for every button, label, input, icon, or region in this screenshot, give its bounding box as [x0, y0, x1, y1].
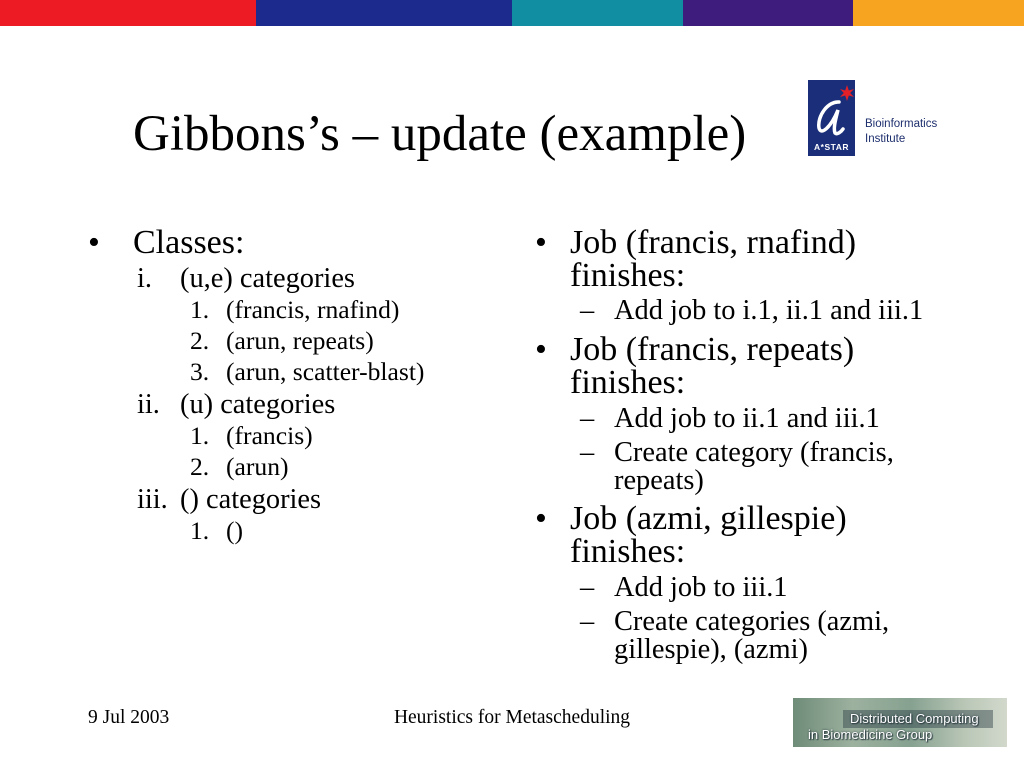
dash-glyph: –: [580, 437, 595, 468]
category-group-label: (u) categories: [180, 389, 336, 420]
number-marker: 2.: [190, 452, 210, 481]
astar-wordmark: A*STAR: [814, 142, 849, 152]
job-event-line: finishes:: [570, 257, 686, 294]
category-item: (francis): [226, 421, 313, 450]
group-badge-line-2: in Biomedicine Group: [808, 727, 933, 742]
footer-date: 9 Jul 2003: [88, 707, 170, 728]
dash-glyph: –: [580, 606, 595, 637]
job-event-line: finishes:: [570, 364, 686, 401]
classes-heading: Classes:: [133, 224, 245, 261]
job-action: [614, 439, 894, 495]
job-action: [614, 574, 788, 602]
color-bar-segment-teal: [512, 0, 683, 26]
bullet-glyph: •: [535, 331, 547, 368]
job-action-line: Add job to iii.1: [614, 572, 788, 603]
dash-glyph: –: [580, 403, 595, 434]
job-action-line: Add job to ii.1 and iii.1: [614, 403, 880, 434]
number-marker: 1.: [190, 421, 210, 450]
roman-marker: i.: [137, 263, 152, 294]
category-group-label: (u,e) categories: [180, 263, 355, 294]
color-bar-segment-purple: [683, 0, 853, 26]
category-item: (francis, rnafind): [226, 295, 400, 324]
astar-logo-icon: [808, 80, 855, 140]
group-badge-line-1: Distributed Computing: [850, 711, 979, 726]
job-action: [614, 608, 889, 664]
number-marker: 1.: [190, 295, 210, 324]
number-marker: 3.: [190, 357, 210, 386]
job-event-line: Job (francis, repeats): [570, 331, 855, 368]
color-bar-segment-orange: [853, 0, 1024, 26]
roman-marker: ii.: [137, 389, 160, 420]
group-badge: [793, 698, 1007, 747]
bullet-glyph: •: [535, 224, 547, 261]
job-event-line: Job (azmi, gillespie): [570, 500, 847, 537]
number-marker: 1.: [190, 516, 210, 545]
dash-glyph: –: [580, 295, 595, 326]
footer-title: Heuristics for Metascheduling: [393, 707, 631, 728]
job-event: [570, 502, 847, 568]
job-event: [570, 226, 856, 292]
bullet-glyph: •: [535, 500, 547, 537]
category-item: (arun, repeats): [226, 326, 374, 355]
job-event-line: finishes:: [570, 533, 686, 570]
job-action-line: Create category (francis,: [614, 437, 894, 468]
bullet-glyph: •: [88, 224, 100, 261]
institute-name-line-2: Institute: [865, 133, 906, 145]
category-group-label: () categories: [180, 484, 322, 515]
job-action-line: Create categories (azmi,: [614, 606, 890, 637]
slide-title: Gibbons’s – update (example): [133, 106, 747, 162]
job-action-line: gillespie), (azmi): [614, 634, 808, 665]
job-action: [614, 405, 880, 433]
job-event-line: Job (francis, rnafind): [570, 224, 857, 261]
job-event: [570, 333, 854, 399]
category-item: (): [226, 516, 244, 545]
number-marker: 2.: [190, 326, 210, 355]
dash-glyph: –: [580, 572, 595, 603]
red-star-icon: [840, 85, 854, 101]
institute-name-line-1: Bioinformatics: [865, 118, 938, 130]
job-action-line: repeats): [614, 465, 704, 496]
roman-marker: iii.: [137, 484, 168, 515]
category-item: (arun, scatter-blast): [226, 357, 425, 386]
script-a-icon: [819, 102, 843, 134]
category-item: (arun): [226, 452, 289, 481]
job-action: [614, 297, 923, 325]
astar-logo-mark: [808, 80, 855, 156]
job-action-line: Add job to i.1, ii.1 and iii.1: [614, 295, 924, 326]
color-bar-segment-red: [0, 0, 256, 26]
color-bar-segment-blue: [256, 0, 512, 26]
